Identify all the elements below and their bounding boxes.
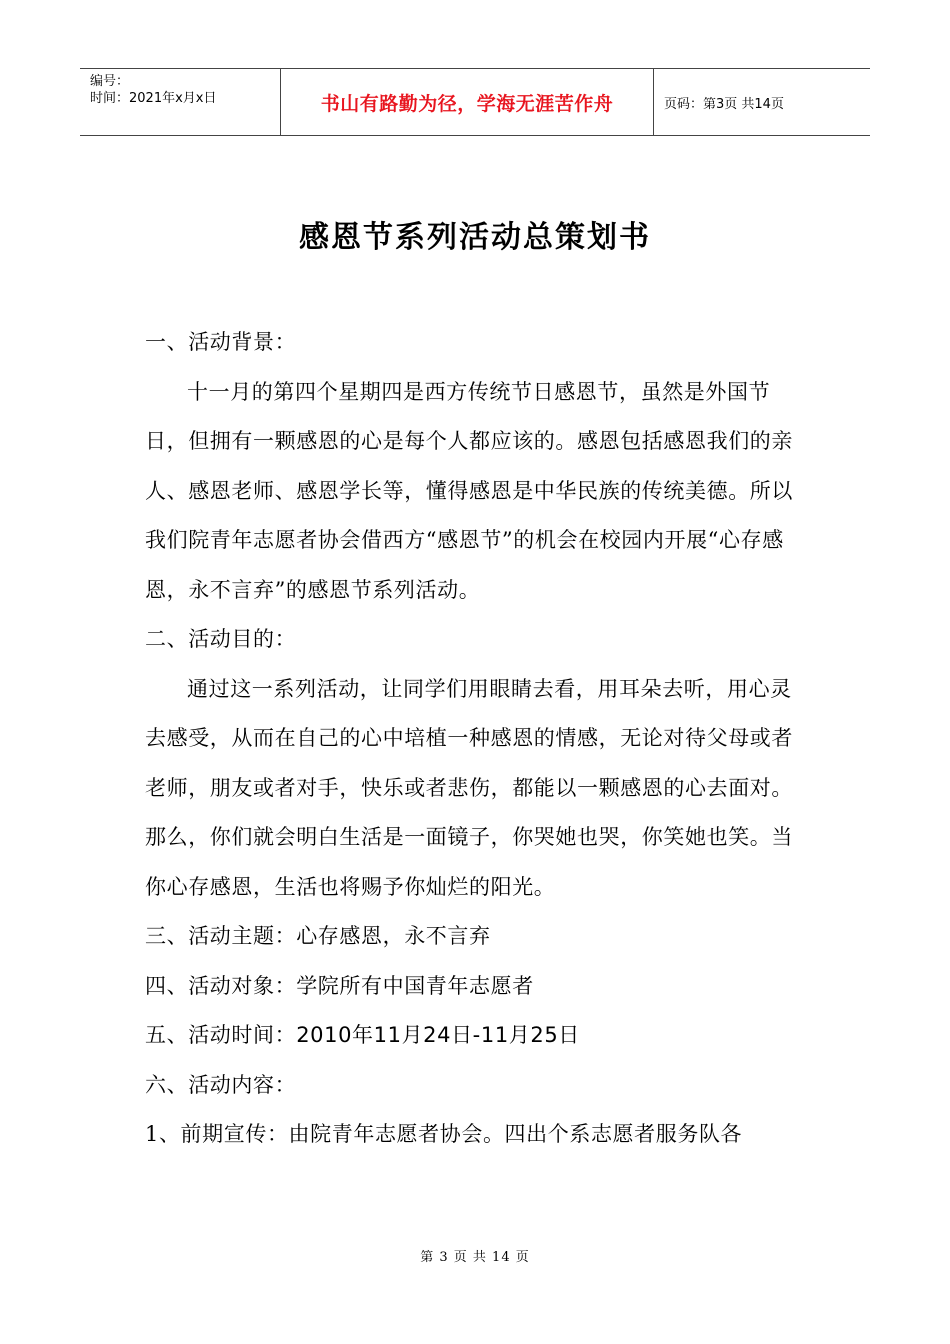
header-motto: 书山有路勤为径，学海无涯苦作舟 <box>281 69 654 135</box>
section-heading-purpose: 二、活动目的： <box>145 627 297 651</box>
header-meta-cell <box>80 69 281 135</box>
document-number-label: 编号： <box>90 74 130 89</box>
section-line-time: 五、活动时间：2010年11月24日-11月25日 <box>145 1023 580 1047</box>
section-line-target: 四、活动对象：学院所有中国青年志愿者 <box>145 973 534 998</box>
page-footer: 第 3 页 共 14 页 <box>420 1250 530 1265</box>
section-heading-background: 一、活动背景： <box>145 330 297 354</box>
header-page-info: 页码：第3页 共14页 <box>664 96 784 112</box>
section-line-theme: 三、活动主题：心存感恩，永不言弃 <box>145 924 491 948</box>
header-table <box>80 68 870 136</box>
document-date-label: 时间：2021年x月x日 <box>90 91 217 106</box>
document-body <box>145 318 809 1160</box>
paragraph-purpose: 通过这一系列活动，让同学们用眼睛去看，用耳朵去听，用心灵去感受，从而在自己的心中培植一种感恩的情感，无论对待父母或者老师，朋友或者对手，快乐或者悲伤，都能以一颗感恩的心去面对。那么，你们就会明白生活是一面镜子，你哭她也哭，你笑她也笑。当你心存感恩，生活也将赐予你灿烂的阳光。 <box>145 676 793 899</box>
paragraph-background: 十一月的第四个星期四是西方传统节日感恩节，虽然是外国节日，但拥有一颗感恩的心是每个人都应该的。感恩包括感恩我们的亲人、感恩老师、感恩学长等，懂得感恩是中华民族的传统美德。所以我们院青年志愿者协会借西方“感恩节”的机会在校园内开展“心存感恩，永不言弃”的感恩节系列活动。 <box>145 379 793 602</box>
section-heading-content: 六、活动内容： <box>145 1072 297 1097</box>
list-item-publicity: 1、前期宣传：由院青年志愿者协会。四出个系志愿者服务队各 <box>145 1122 743 1146</box>
document-title: 感恩节系列活动总策划书 <box>299 220 651 255</box>
